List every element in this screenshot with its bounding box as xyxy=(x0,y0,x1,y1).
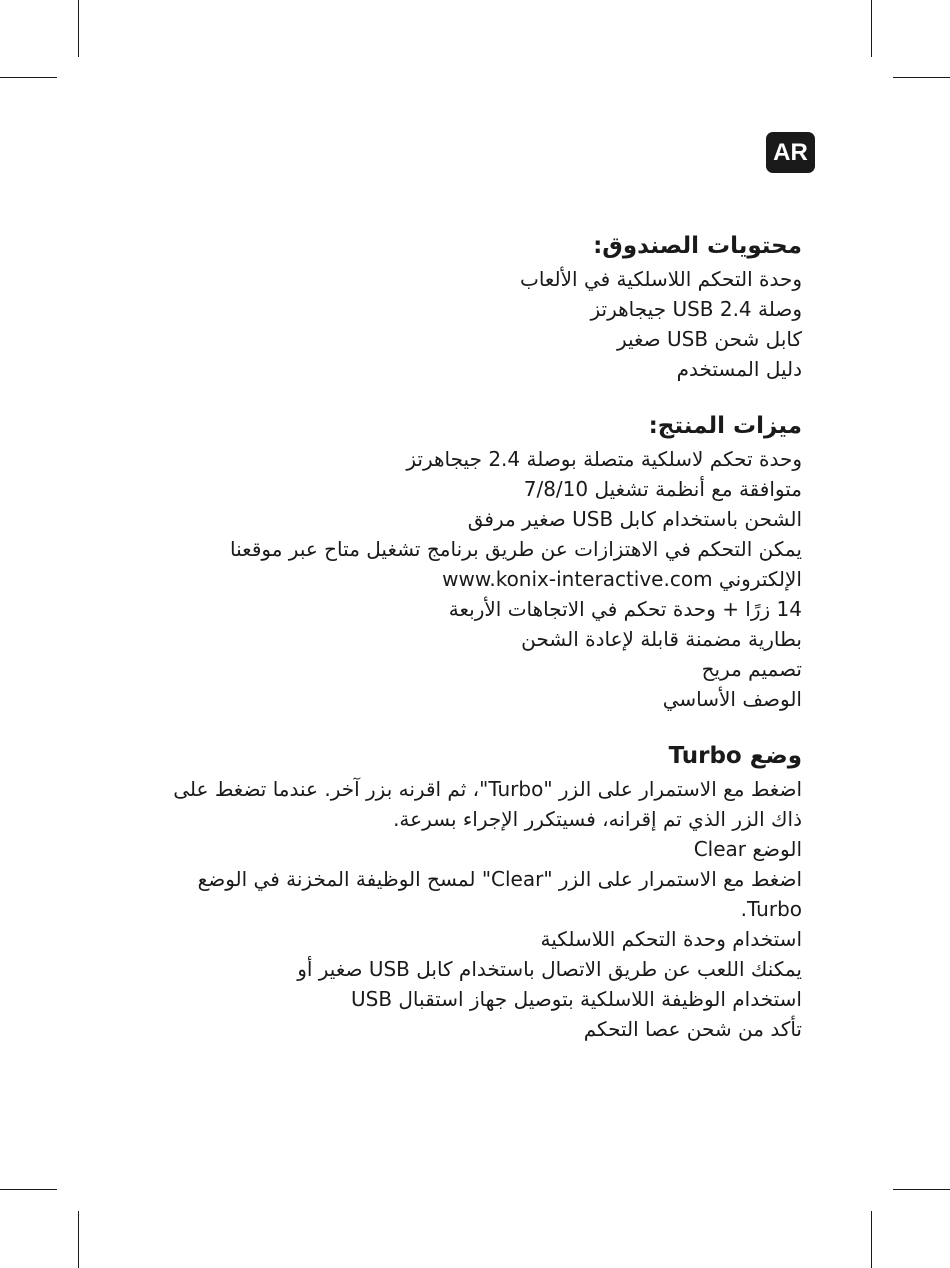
crop-mark-top-right-vertical xyxy=(871,0,872,57)
text-line: وصلة USB 2.4 جيجاهرتز xyxy=(590,297,802,321)
product-features-section xyxy=(140,408,802,714)
crop-mark-top-right-horizontal xyxy=(893,77,950,78)
section-heading: ميزات المنتج: xyxy=(648,413,802,439)
crop-mark-bottom-left-horizontal xyxy=(0,1189,57,1190)
text-line: يمكن التحكم في الاهتزازات عن طريق برنامج تشغيل متاح عبر موقعنا xyxy=(230,537,802,561)
text-line: ذاك الزر الذي تم إقرانه، فسيتكرر الإجراء بسرعة. xyxy=(393,807,802,831)
text-line: كابل شحن USB صغير xyxy=(616,327,802,351)
text-line: الإلكتروني www.konix-interactive.com xyxy=(442,567,802,591)
text-line: وحدة تحكم لاسلكية متصلة بوصلة 2.4 جيجاهرتز xyxy=(406,447,802,471)
text-line: الوضع Clear xyxy=(693,837,802,861)
crop-mark-top-left-horizontal xyxy=(0,77,57,78)
manual-content xyxy=(140,228,802,1068)
crop-mark-bottom-left-vertical xyxy=(78,1211,79,1268)
crop-mark-bottom-right-horizontal xyxy=(893,1189,950,1190)
text-line: يمكنك اللعب عن طريق الاتصال باستخدام كابل USB صغير أو xyxy=(297,957,802,981)
text-line: الشحن باستخدام كابل USB صغير مرفق xyxy=(467,507,802,531)
text-line: تصميم مريح xyxy=(701,657,802,681)
text-line: اضغط مع الاستمرار على الزر "Clear" لمسح الوظيفة المخزنة في الوضع xyxy=(197,867,802,891)
text-line: استخدام الوظيفة اللاسلكية بتوصيل جهاز استقبال USB xyxy=(350,987,802,1011)
text-line: Turbo. xyxy=(740,897,802,921)
text-line: استخدام وحدة التحكم اللاسلكية xyxy=(540,927,802,951)
section-heading: وضع Turbo xyxy=(668,743,802,769)
text-line: تأكد من شحن عصا التحكم xyxy=(583,1017,802,1041)
text-line: وحدة التحكم اللاسلكية في الألعاب xyxy=(519,267,802,291)
turbo-mode-section xyxy=(140,738,802,1044)
text-line: اضغط مع الاستمرار على الزر "Turbo"، ثم اقرنه بزر آخر. عندما تضغط على xyxy=(173,777,802,801)
language-badge: AR xyxy=(766,132,815,173)
text-line: الوصف الأساسي xyxy=(662,687,802,711)
text-line: بطارية مضمنة قابلة لإعادة الشحن xyxy=(521,627,802,651)
text-line: متوافقة مع أنظمة تشغيل 7/8/10 xyxy=(523,477,802,501)
text-line: 14 زرًا + وحدة تحكم في الاتجاهات الأربعة xyxy=(448,597,802,621)
box-contents-section xyxy=(140,228,802,384)
section-heading: محتويات الصندوق: xyxy=(593,233,802,259)
crop-mark-top-left-vertical xyxy=(78,0,79,57)
text-line: دليل المستخدم xyxy=(676,357,802,381)
crop-mark-bottom-right-vertical xyxy=(871,1211,872,1268)
